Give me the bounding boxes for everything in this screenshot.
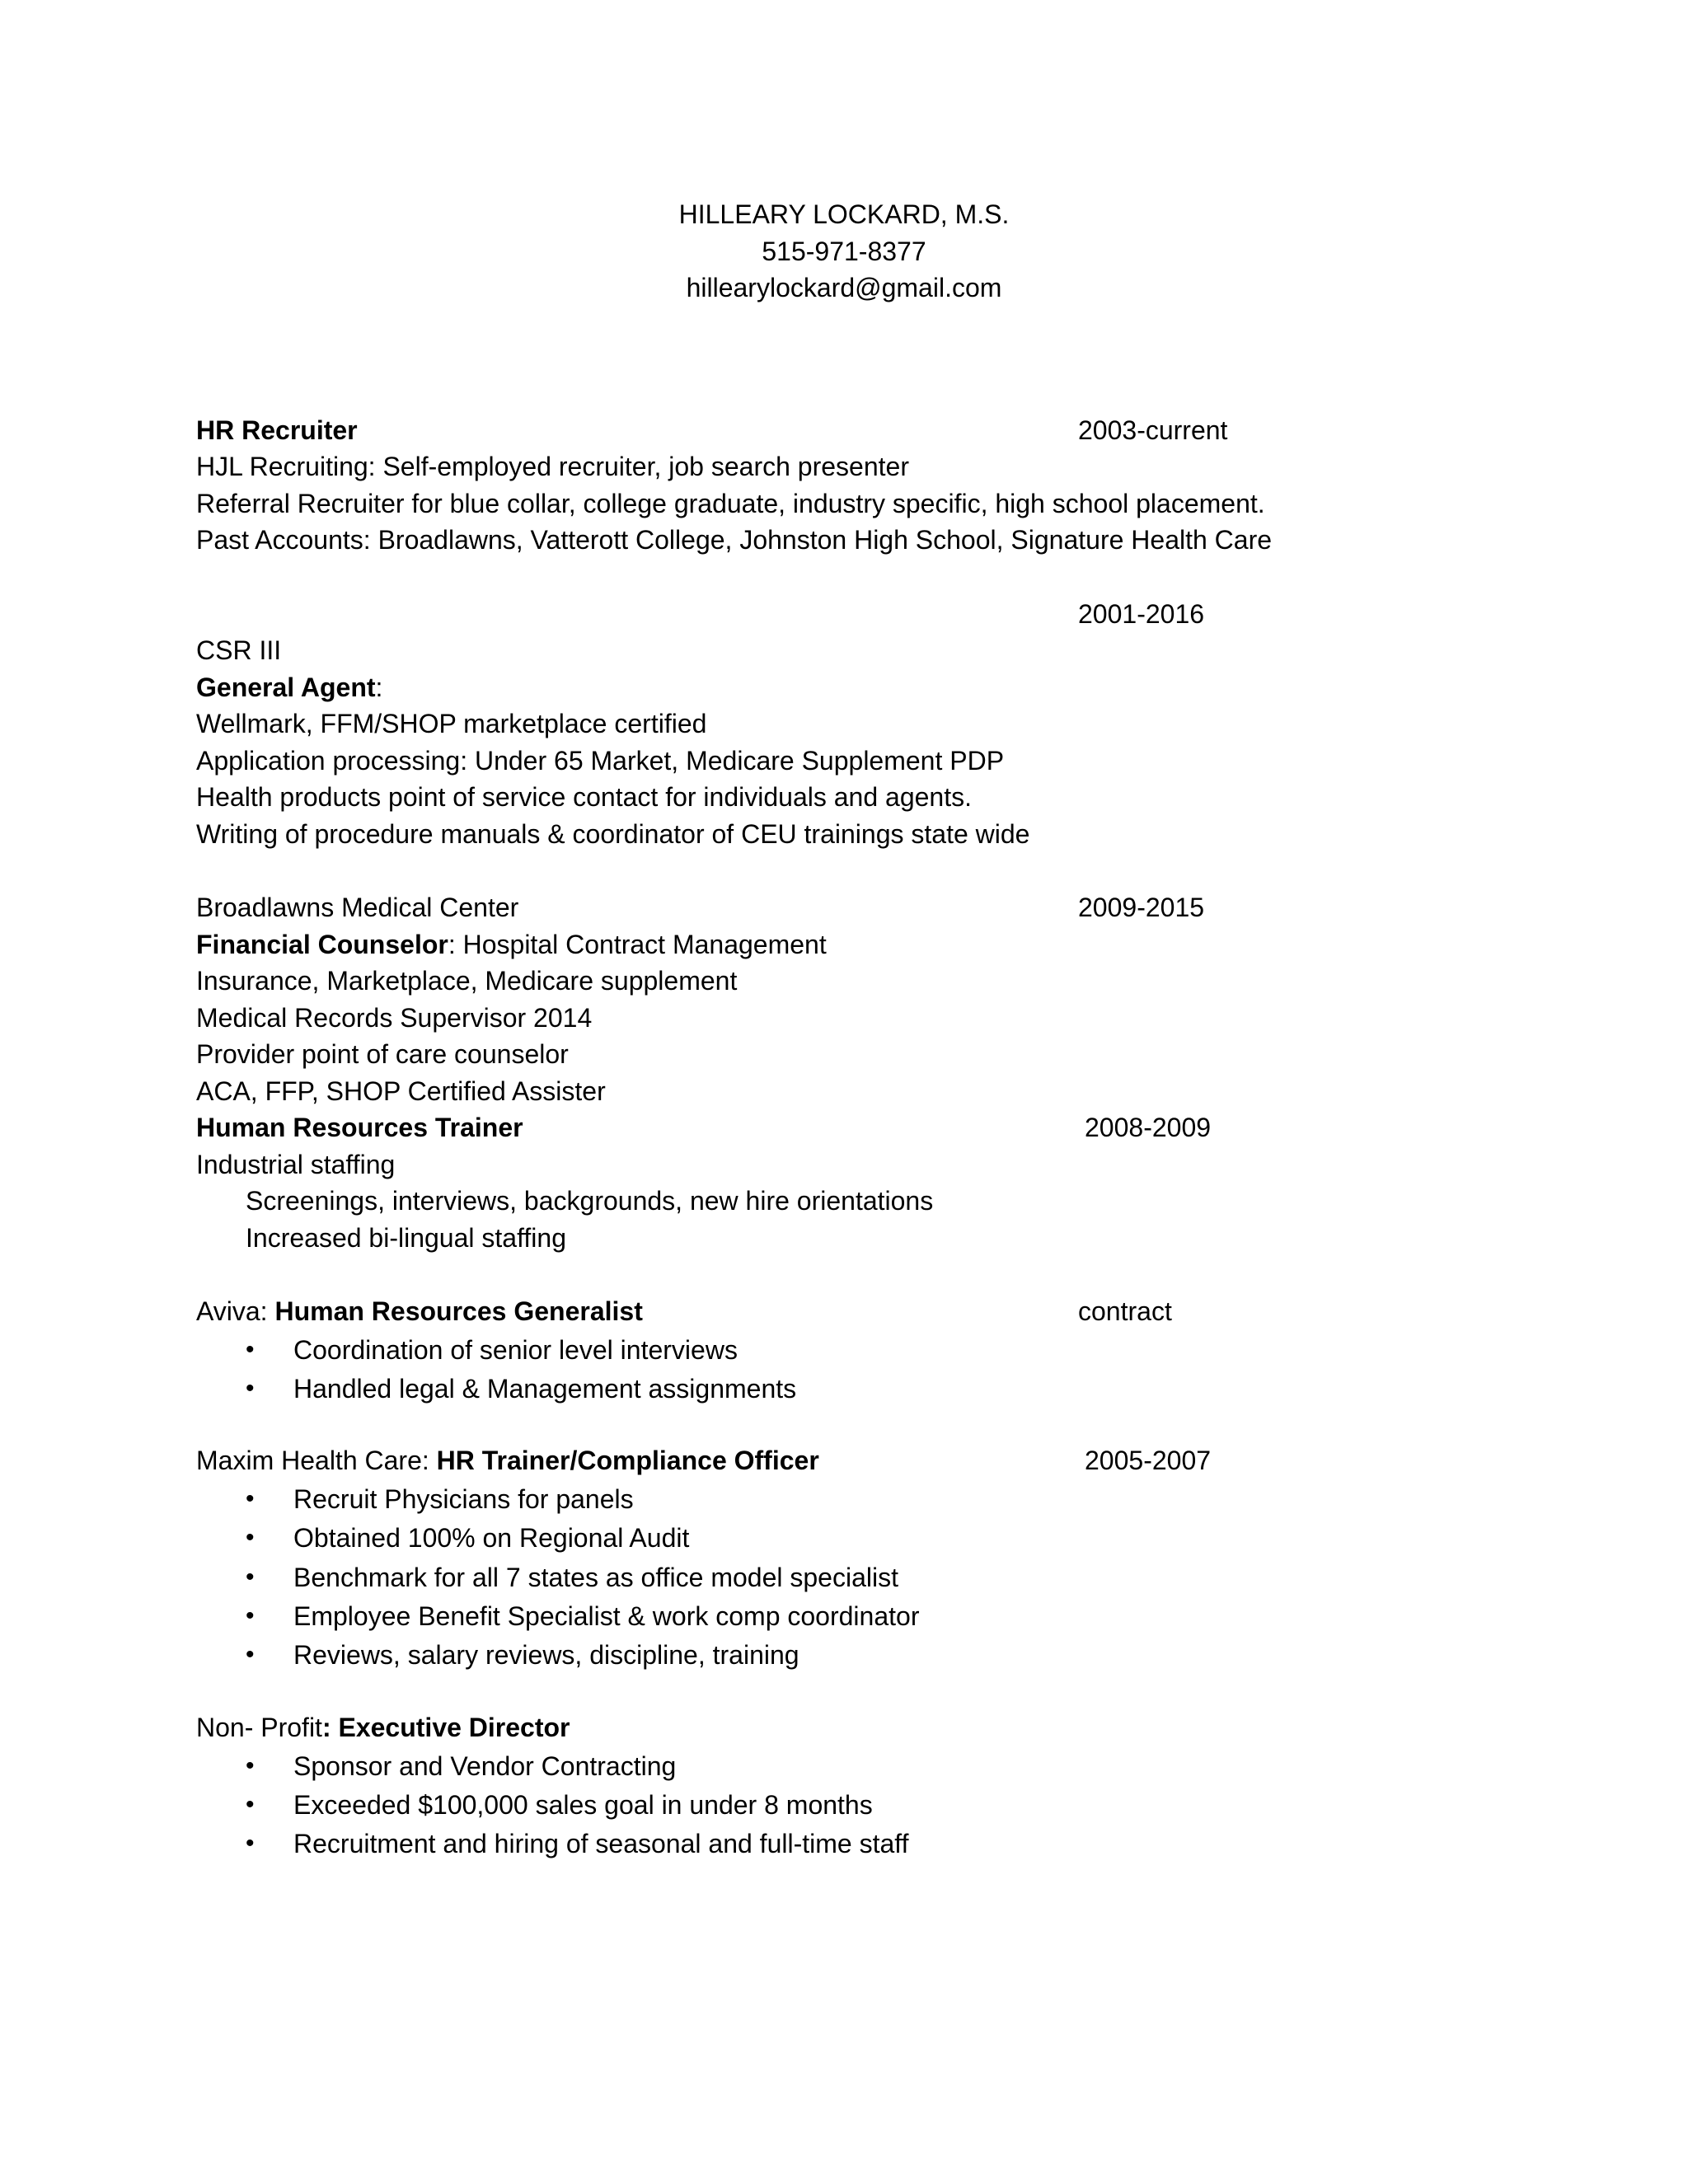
date-general-agent: 2001-2016 (1078, 599, 1205, 629)
list-item-text: Handled legal & Management assignments (293, 1374, 797, 1404)
list-item-text: Recruitment and hiring of seasonal and full-time staff (293, 1829, 909, 1858)
detail-line: Medical Records Supervisor 2014 (196, 1003, 593, 1033)
detail-line: Health products point of service contact for individuals and agents. (196, 782, 972, 812)
detail-line: Past Accounts: Broadlawns, Vatterott College, Johnston High School, Signature Health Care (196, 525, 1273, 555)
candidate-phone: 515-971-8377 (762, 236, 926, 266)
job-title-hr-recruiter: HR Recruiter (196, 415, 358, 445)
bullet-icon: • (246, 1752, 255, 1779)
job-title-text: : Executive Director (321, 1713, 570, 1742)
job-title-text: Human Resources Generalist (274, 1296, 643, 1326)
date-broadlawns: 2009-2015 (1078, 893, 1205, 922)
resume-header (0, 196, 1688, 307)
list-item-text: Reviews, salary reviews, discipline, training (293, 1640, 799, 1670)
detail-line: Provider point of care counselor (196, 1039, 569, 1069)
job-title-text: General Agent (196, 673, 376, 702)
detail-line: ACA, FFP, SHOP Certified Assister (196, 1076, 606, 1106)
detail-line: HJL Recruiting: Self-employed recruiter, job search presenter (196, 452, 909, 481)
bullet-icon: • (246, 1485, 255, 1512)
bullet-icon: • (246, 1791, 255, 1818)
indented-line: Increased bi-lingual staffing (246, 1223, 566, 1253)
list-item-text: Sponsor and Vendor Contracting (293, 1751, 677, 1781)
candidate-email: hillearylockard@gmail.com (686, 273, 1002, 302)
list-item-text: Obtained 100% on Regional Audit (293, 1523, 690, 1553)
detail-line: Wellmark, FFM/SHOP marketplace certified (196, 709, 707, 738)
bullet-icon: • (246, 1602, 255, 1629)
employer-name: Maxim Health Care: (196, 1446, 437, 1475)
detail-line: Referral Recruiter for blue collar, college graduate, industry specific, high school placement. (196, 489, 1265, 518)
job-title-financial-counselor (196, 928, 827, 961)
candidate-name: HILLEARY LOCKARD, M.S. (678, 199, 1010, 229)
job-title-general-agent (196, 671, 382, 704)
list-item-text: Employee Benefit Specialist & work comp coordinator (293, 1601, 920, 1631)
bullet-icon: • (246, 1563, 255, 1591)
bullet-icon: • (246, 1336, 255, 1363)
detail-line: Writing of procedure manuals & coordinator of CEU trainings state wide (196, 819, 1030, 849)
list-item-text: Exceeded $100,000 sales goal in under 8 months (293, 1790, 873, 1820)
bullet-icon: • (246, 1641, 255, 1668)
employer-name: Non- Profit (196, 1713, 322, 1742)
indented-line: Screenings, interviews, backgrounds, new hire orientations (246, 1186, 934, 1216)
job-title-hr-trainer: Human Resources Trainer (196, 1113, 523, 1142)
employer-nonprofit (196, 1711, 570, 1744)
job-title-text: Financial Counselor (196, 930, 448, 959)
date-maxim: 2005-2007 (1085, 1446, 1212, 1475)
role-csr: CSR III (196, 635, 282, 665)
employer-maxim (196, 1444, 819, 1477)
bullet-icon: • (246, 1524, 255, 1551)
date-hr-recruiter: 2003-current (1078, 415, 1228, 445)
job-title-suffix: : (375, 673, 383, 702)
bullet-icon: • (246, 1375, 255, 1402)
list-item-text: Recruit Physicians for panels (293, 1484, 634, 1514)
detail-line: Application processing: Under 65 Market, Medicare Supplement PDP (196, 746, 1005, 776)
employer-aviva (196, 1295, 643, 1328)
job-title-suffix: : Hospital Contract Management (448, 930, 827, 959)
date-hr-trainer: 2008-2009 (1085, 1113, 1212, 1142)
job-title-text: HR Trainer/Compliance Officer (436, 1446, 819, 1475)
date-aviva: contract (1078, 1296, 1172, 1326)
list-item-text: Coordination of senior level interviews (293, 1335, 738, 1365)
employer-broadlawns: Broadlawns Medical Center (196, 893, 519, 922)
detail-line: Industrial staffing (196, 1150, 396, 1179)
employer-name: Aviva: (196, 1296, 275, 1326)
bullet-icon: • (246, 1830, 255, 1857)
list-item-text: Benchmark for all 7 states as office model specialist (293, 1563, 898, 1592)
detail-line: Insurance, Marketplace, Medicare supplement (196, 966, 738, 996)
